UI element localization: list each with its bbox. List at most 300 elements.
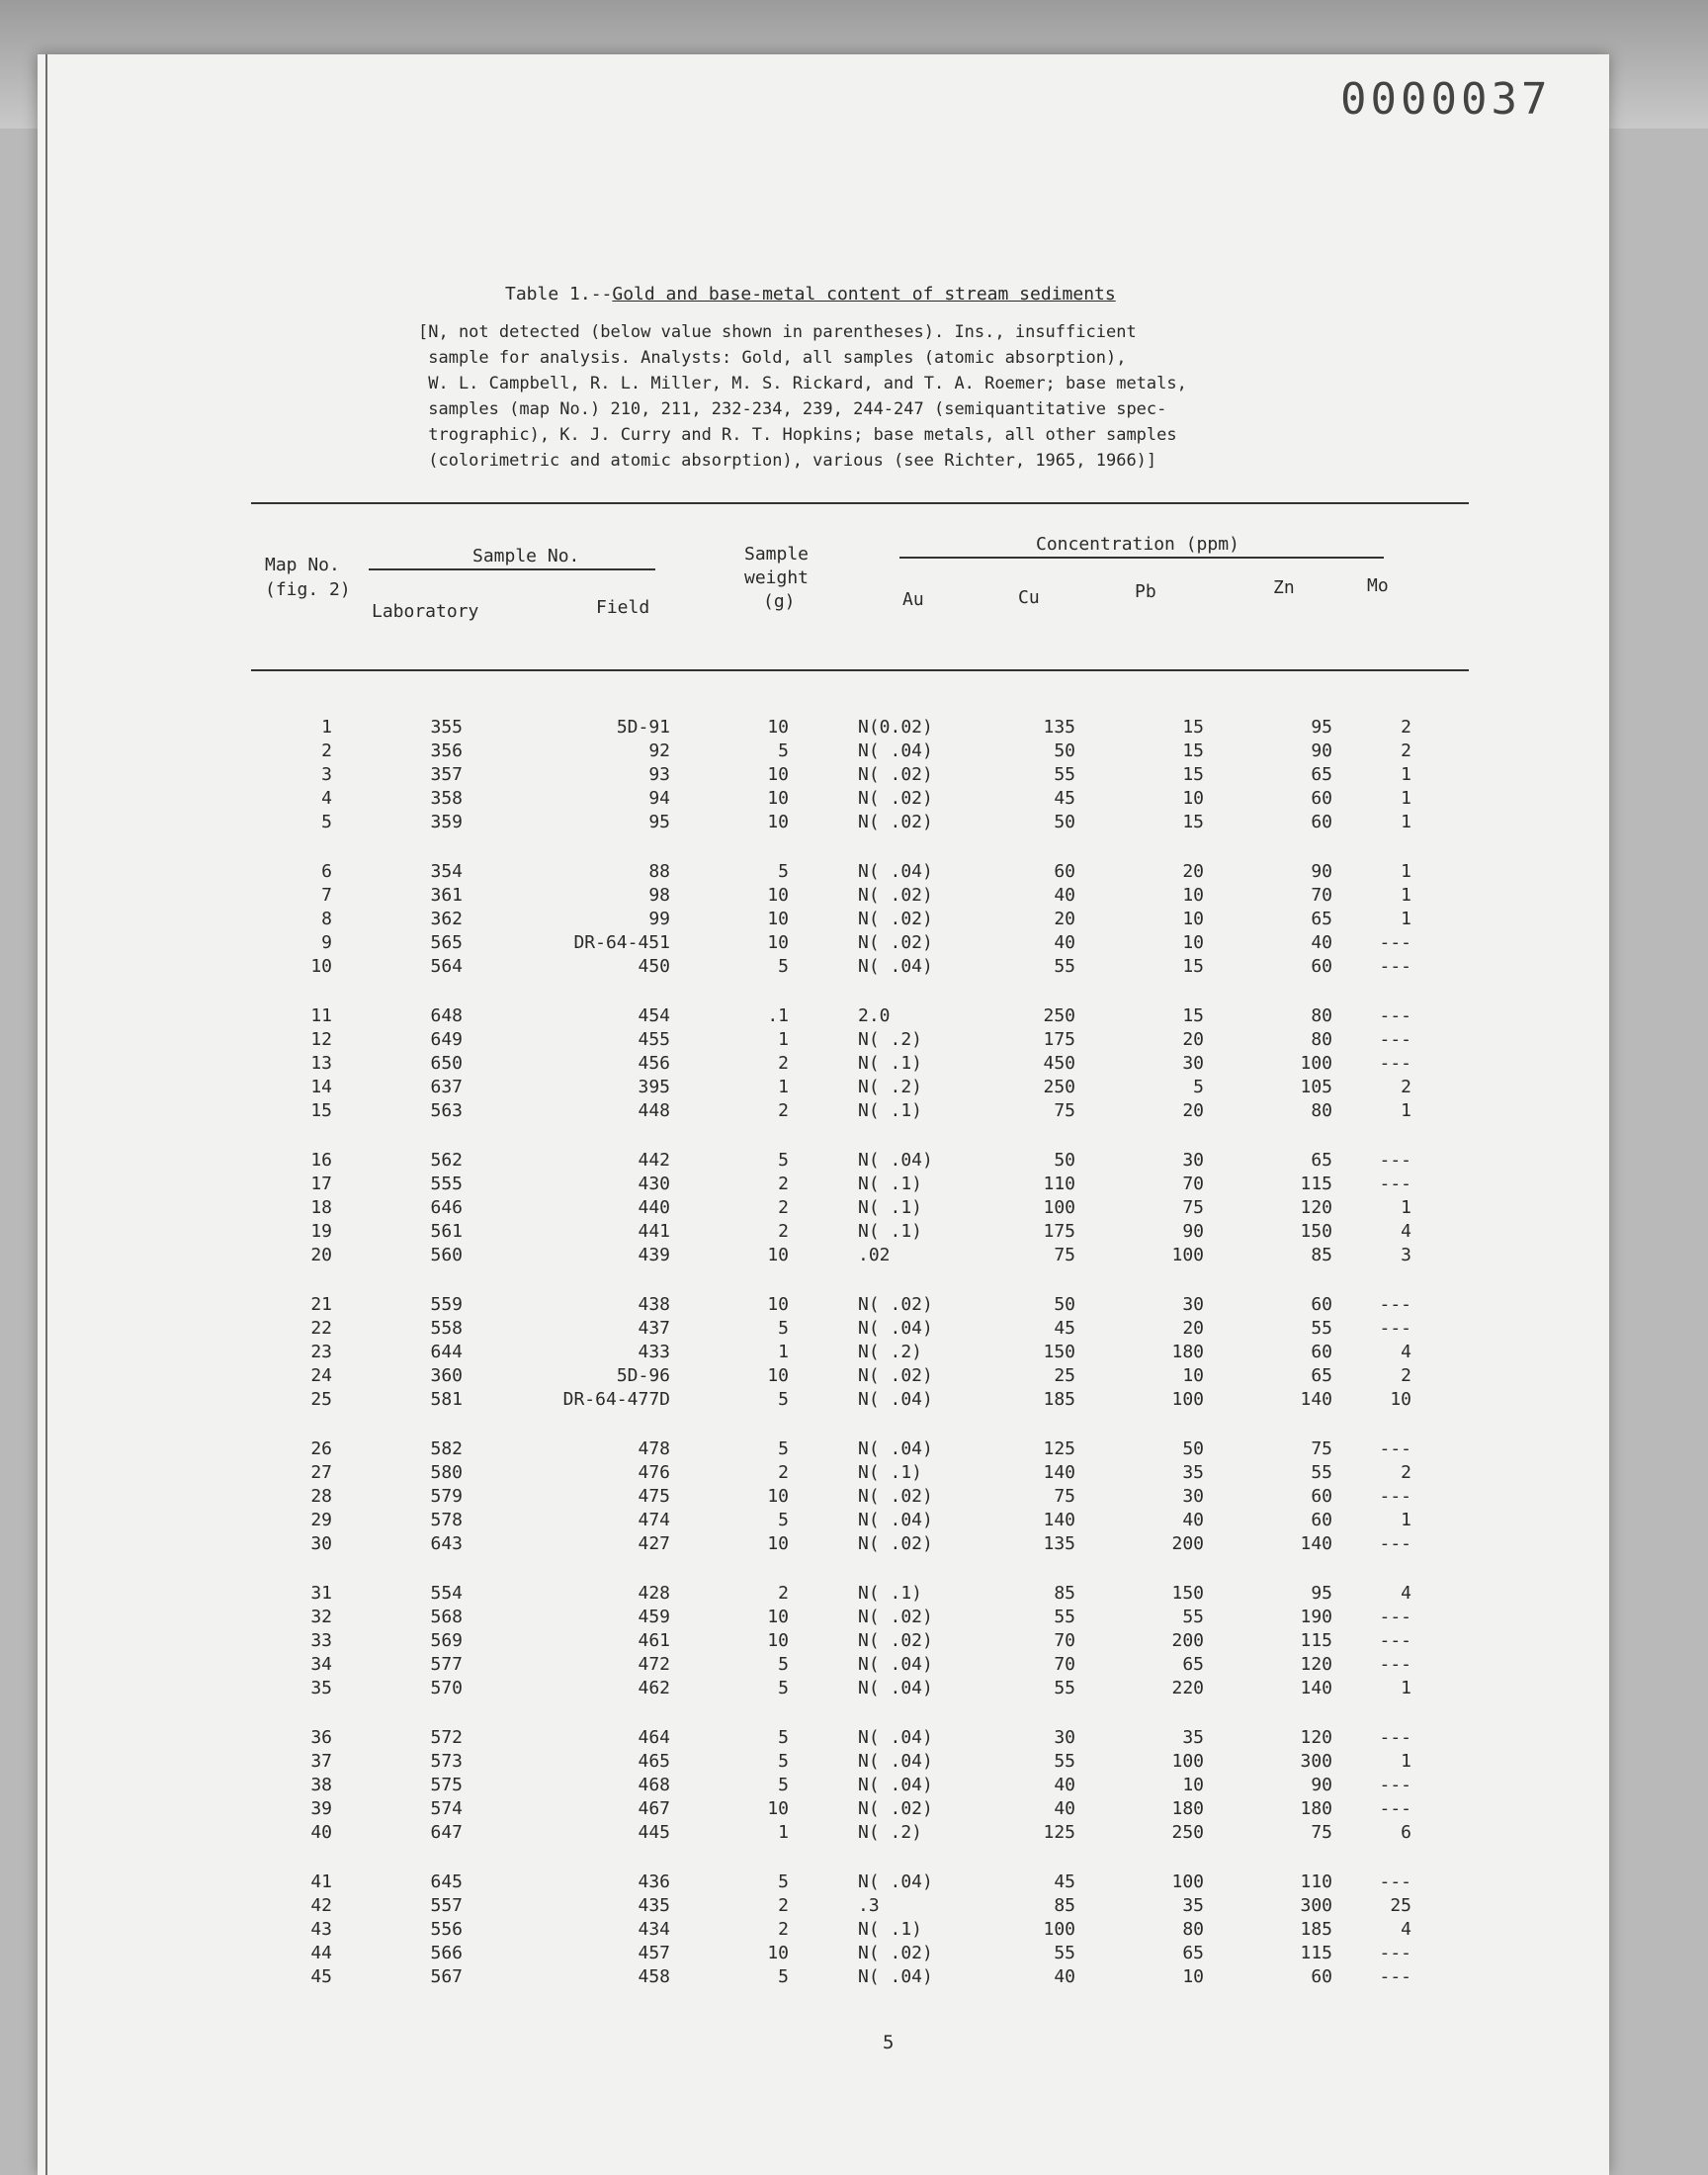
au-cell: N( .04) <box>858 1150 933 1171</box>
map-no-cell: 32 <box>310 1607 332 1627</box>
laboratory-cell: 650 <box>430 1053 463 1074</box>
table-row <box>38 1486 1609 1510</box>
map-no-cell: 25 <box>310 1389 332 1410</box>
field-cell: 456 <box>638 1053 670 1074</box>
cu-cell: 75 <box>1054 1486 1075 1507</box>
weight-cell: 2 <box>778 1462 789 1483</box>
map-no-cell: 9 <box>321 932 332 953</box>
zn-cell: 90 <box>1311 861 1332 882</box>
header-field: Field <box>596 597 650 618</box>
weight-cell: 2 <box>778 1221 789 1242</box>
weight-cell: 5 <box>778 1438 789 1459</box>
map-no-cell: 30 <box>310 1533 332 1554</box>
table-row <box>38 740 1609 764</box>
cu-cell: 100 <box>1043 1919 1075 1940</box>
cu-cell: 125 <box>1043 1822 1075 1843</box>
field-cell: 455 <box>638 1029 670 1050</box>
pb-cell: 10 <box>1182 1365 1204 1386</box>
field-cell: 465 <box>638 1751 670 1772</box>
weight-cell: 5 <box>778 1654 789 1675</box>
zn-cell: 65 <box>1311 764 1332 785</box>
row-group <box>38 861 1609 980</box>
pb-cell: 30 <box>1182 1150 1204 1171</box>
table-row <box>38 1100 1609 1124</box>
cu-cell: 175 <box>1043 1029 1075 1050</box>
field-cell: 450 <box>638 956 670 977</box>
weight-cell: 10 <box>767 812 789 832</box>
laboratory-cell: 558 <box>430 1318 463 1339</box>
field-cell: 92 <box>648 740 670 761</box>
au-cell: N( .04) <box>858 1438 933 1459</box>
weight-cell: 10 <box>767 1486 789 1507</box>
laboratory-cell: 357 <box>430 764 463 785</box>
zn-cell: 120 <box>1300 1727 1332 1748</box>
weight-cell: 5 <box>778 861 789 882</box>
laboratory-cell: 647 <box>430 1822 463 1843</box>
pb-cell: 80 <box>1182 1919 1204 1940</box>
table-row <box>38 788 1609 812</box>
pb-cell: 65 <box>1182 1943 1204 1963</box>
weight-cell: 2 <box>778 1197 789 1218</box>
concentration-rule <box>899 557 1384 559</box>
laboratory-cell: 574 <box>430 1798 463 1819</box>
map-no-cell: 39 <box>310 1798 332 1819</box>
table-row <box>38 1342 1609 1365</box>
laboratory-cell: 569 <box>430 1630 463 1651</box>
pb-cell: 15 <box>1182 1005 1204 1026</box>
pb-cell: 30 <box>1182 1294 1204 1315</box>
row-group <box>38 1150 1609 1268</box>
table-row <box>38 1005 1609 1029</box>
au-cell: N( .04) <box>858 861 933 882</box>
header-mo: Mo <box>1367 575 1389 596</box>
field-cell: 437 <box>638 1318 670 1339</box>
laboratory-cell: 564 <box>430 956 463 977</box>
row-group <box>38 717 1609 835</box>
laboratory-cell: 560 <box>430 1245 463 1265</box>
pb-cell: 55 <box>1182 1607 1204 1627</box>
header-sample-no: Sample No. <box>472 546 580 566</box>
weight-cell: 5 <box>778 1510 789 1530</box>
field-cell: 5D-91 <box>616 717 670 738</box>
weight-cell: .1 <box>767 1005 789 1026</box>
au-cell: N( .04) <box>858 1751 933 1772</box>
cu-cell: 45 <box>1054 1871 1075 1892</box>
pb-cell: 180 <box>1171 1798 1204 1819</box>
field-cell: 442 <box>638 1150 670 1171</box>
table-row <box>38 1197 1609 1221</box>
zn-cell: 60 <box>1311 1510 1332 1530</box>
laboratory-cell: 580 <box>430 1462 463 1483</box>
zn-cell: 60 <box>1311 788 1332 809</box>
weight-cell: 2 <box>778 1100 789 1121</box>
row-group <box>38 1438 1609 1557</box>
mo-cell: --- <box>1379 1775 1411 1795</box>
laboratory-cell: 582 <box>430 1438 463 1459</box>
weight-cell: 5 <box>778 956 789 977</box>
zn-cell: 120 <box>1300 1197 1332 1218</box>
table-row <box>38 1174 1609 1197</box>
zn-cell: 140 <box>1300 1678 1332 1698</box>
cu-cell: 55 <box>1054 956 1075 977</box>
table-headnote: [N, not detected (below value shown in parentheses). Ins., insufficient sample for analysis. Analysts: Gold, all samples (atomic absorption), W. L. Campbell, R. L. Miller, M. S. Rickard, and T. A. Roemer; base metals, samples (map No.) 210, 211, 232-234, 239, 244-247 (semiquantitative spec- trographic), K. J. Curry and R. T. Hopkins; base metals, all other samples (colorimetric and atomic absorption), various (see Richter, 1965, 1966)] <box>418 322 1187 471</box>
zn-cell: 300 <box>1300 1895 1332 1916</box>
mo-cell: 2 <box>1401 1365 1411 1386</box>
au-cell: N( .02) <box>858 1798 933 1819</box>
au-cell: N( .02) <box>858 1533 933 1554</box>
weight-cell: 10 <box>767 1943 789 1963</box>
field-cell: 457 <box>638 1943 670 1963</box>
pb-cell: 200 <box>1171 1533 1204 1554</box>
field-cell: 472 <box>638 1654 670 1675</box>
map-no-cell: 27 <box>310 1462 332 1483</box>
cu-cell: 185 <box>1043 1389 1075 1410</box>
zn-cell: 105 <box>1300 1077 1332 1097</box>
header-zn: Zn <box>1273 577 1295 598</box>
au-cell: N( .2) <box>858 1029 923 1050</box>
pb-cell: 10 <box>1182 885 1204 906</box>
map-no-cell: 41 <box>310 1871 332 1892</box>
laboratory-cell: 646 <box>430 1197 463 1218</box>
laboratory-cell: 649 <box>430 1029 463 1050</box>
zn-cell: 150 <box>1300 1221 1332 1242</box>
zn-cell: 60 <box>1311 1294 1332 1315</box>
field-cell: 434 <box>638 1919 670 1940</box>
table-row <box>38 717 1609 740</box>
weight-cell: 10 <box>767 885 789 906</box>
zn-cell: 95 <box>1311 1583 1332 1604</box>
au-cell: N( .04) <box>858 1318 933 1339</box>
zn-cell: 120 <box>1300 1654 1332 1675</box>
field-cell: 94 <box>648 788 670 809</box>
map-no-cell: 20 <box>310 1245 332 1265</box>
au-cell: N( .02) <box>858 1294 933 1315</box>
laboratory-cell: 563 <box>430 1100 463 1121</box>
row-group <box>38 1871 1609 1990</box>
map-no-cell: 2 <box>321 740 332 761</box>
map-no-cell: 43 <box>310 1919 332 1940</box>
laboratory-cell: 354 <box>430 861 463 882</box>
weight-cell: 2 <box>778 1583 789 1604</box>
map-no-cell: 14 <box>310 1077 332 1097</box>
weight-cell: 5 <box>778 1966 789 1987</box>
laboratory-cell: 556 <box>430 1919 463 1940</box>
pb-cell: 150 <box>1171 1583 1204 1604</box>
mo-cell: --- <box>1379 1029 1411 1050</box>
weight-cell: 1 <box>778 1822 789 1843</box>
field-cell: 95 <box>648 812 670 832</box>
row-group <box>38 1005 1609 1124</box>
laboratory-cell: 562 <box>430 1150 463 1171</box>
pb-cell: 250 <box>1171 1822 1204 1843</box>
field-cell: 459 <box>638 1607 670 1627</box>
laboratory-cell: 581 <box>430 1389 463 1410</box>
pb-cell: 15 <box>1182 764 1204 785</box>
table-row <box>38 1607 1609 1630</box>
pb-cell: 75 <box>1182 1197 1204 1218</box>
au-cell: N( .1) <box>858 1919 923 1940</box>
map-no-cell: 7 <box>321 885 332 906</box>
laboratory-cell: 572 <box>430 1727 463 1748</box>
au-cell: N( .04) <box>858 1966 933 1987</box>
laboratory-cell: 579 <box>430 1486 463 1507</box>
table-row <box>38 1053 1609 1077</box>
pb-cell: 10 <box>1182 909 1204 929</box>
au-cell: 2.0 <box>858 1005 891 1026</box>
table-row <box>38 885 1609 909</box>
field-cell: 476 <box>638 1462 670 1483</box>
mo-cell: --- <box>1379 1630 1411 1651</box>
map-no-cell: 42 <box>310 1895 332 1916</box>
pb-cell: 20 <box>1182 1100 1204 1121</box>
au-cell: N( .2) <box>858 1822 923 1843</box>
zn-cell: 75 <box>1311 1438 1332 1459</box>
field-cell: 440 <box>638 1197 670 1218</box>
table-row <box>38 1678 1609 1701</box>
cu-cell: 55 <box>1054 764 1075 785</box>
table-row <box>38 1943 1609 1966</box>
header-sample: Sample <box>744 544 810 565</box>
cu-cell: 50 <box>1054 1150 1075 1171</box>
header-cu: Cu <box>1018 587 1040 608</box>
table-row <box>38 1919 1609 1943</box>
mo-cell: --- <box>1379 1005 1411 1026</box>
cu-cell: 450 <box>1043 1053 1075 1074</box>
header-pb: Pb <box>1135 581 1156 602</box>
header-fig: (fig. 2) <box>265 579 351 600</box>
pb-cell: 15 <box>1182 812 1204 832</box>
laboratory-cell: 567 <box>430 1966 463 1987</box>
cu-cell: 45 <box>1054 788 1075 809</box>
field-cell: 445 <box>638 1822 670 1843</box>
mo-cell: 1 <box>1401 1510 1411 1530</box>
map-no-cell: 11 <box>310 1005 332 1026</box>
zn-cell: 65 <box>1311 1365 1332 1386</box>
pb-cell: 30 <box>1182 1486 1204 1507</box>
weight-cell: 10 <box>767 1294 789 1315</box>
field-cell: 478 <box>638 1438 670 1459</box>
pb-cell: 220 <box>1171 1678 1204 1698</box>
map-no-cell: 18 <box>310 1197 332 1218</box>
cu-cell: 55 <box>1054 1607 1075 1627</box>
pb-cell: 200 <box>1171 1630 1204 1651</box>
au-cell: N( .02) <box>858 1607 933 1627</box>
zn-cell: 110 <box>1300 1871 1332 1892</box>
field-cell: 441 <box>638 1221 670 1242</box>
cu-cell: 40 <box>1054 1966 1075 1987</box>
map-no-cell: 1 <box>321 717 332 738</box>
mo-cell: 10 <box>1390 1389 1411 1410</box>
au-cell: N( .04) <box>858 740 933 761</box>
au-cell: N( .04) <box>858 1510 933 1530</box>
field-cell: 395 <box>638 1077 670 1097</box>
map-no-cell: 12 <box>310 1029 332 1050</box>
mo-cell: 2 <box>1401 717 1411 738</box>
zn-cell: 70 <box>1311 885 1332 906</box>
mo-cell: 4 <box>1401 1221 1411 1242</box>
au-cell: N( .1) <box>858 1221 923 1242</box>
weight-cell: 10 <box>767 1798 789 1819</box>
zn-cell: 115 <box>1300 1943 1332 1963</box>
cu-cell: 140 <box>1043 1510 1075 1530</box>
cu-cell: 30 <box>1054 1727 1075 1748</box>
header-map-no: Map No. <box>265 555 340 575</box>
laboratory-cell: 557 <box>430 1895 463 1916</box>
weight-cell: 5 <box>778 1775 789 1795</box>
pb-cell: 35 <box>1182 1727 1204 1748</box>
pb-cell: 20 <box>1182 1029 1204 1050</box>
laboratory-cell: 554 <box>430 1583 463 1604</box>
pb-cell: 40 <box>1182 1510 1204 1530</box>
cu-cell: 60 <box>1054 861 1075 882</box>
weight-cell: 2 <box>778 1919 789 1940</box>
header-g: (g) <box>763 591 796 612</box>
zn-cell: 185 <box>1300 1919 1332 1940</box>
laboratory-cell: 355 <box>430 717 463 738</box>
au-cell: N( .02) <box>858 885 933 906</box>
laboratory-cell: 559 <box>430 1294 463 1315</box>
table-row <box>38 956 1609 980</box>
au-cell: N( .02) <box>858 1630 933 1651</box>
weight-cell: 5 <box>778 1727 789 1748</box>
header-laboratory: Laboratory <box>372 601 479 622</box>
map-no-cell: 29 <box>310 1510 332 1530</box>
laboratory-cell: 637 <box>430 1077 463 1097</box>
table-top-rule <box>251 502 1469 504</box>
cu-cell: 50 <box>1054 812 1075 832</box>
mo-cell: --- <box>1379 1174 1411 1194</box>
laboratory-cell: 565 <box>430 932 463 953</box>
field-cell: 454 <box>638 1005 670 1026</box>
weight-cell: 5 <box>778 1871 789 1892</box>
mo-cell: --- <box>1379 1943 1411 1963</box>
field-cell: 436 <box>638 1871 670 1892</box>
laboratory-cell: 644 <box>430 1342 463 1362</box>
au-cell: N( .2) <box>858 1077 923 1097</box>
table-row <box>38 764 1609 788</box>
cu-cell: 40 <box>1054 932 1075 953</box>
map-no-cell: 24 <box>310 1365 332 1386</box>
au-cell: N( .02) <box>858 1365 933 1386</box>
pb-cell: 15 <box>1182 956 1204 977</box>
table-row <box>38 1798 1609 1822</box>
table-row <box>38 1365 1609 1389</box>
map-no-cell: 23 <box>310 1342 332 1362</box>
field-cell: 439 <box>638 1245 670 1265</box>
au-cell: N( .02) <box>858 932 933 953</box>
header-concentration: Concentration (ppm) <box>1036 534 1239 555</box>
au-cell: N(0.02) <box>858 717 933 738</box>
map-no-cell: 44 <box>310 1943 332 1963</box>
table-row <box>38 1533 1609 1557</box>
weight-cell: 10 <box>767 932 789 953</box>
weight-cell: 10 <box>767 1245 789 1265</box>
map-no-cell: 4 <box>321 788 332 809</box>
table-row <box>38 1245 1609 1268</box>
cu-cell: 125 <box>1043 1438 1075 1459</box>
field-cell: 430 <box>638 1174 670 1194</box>
table-row <box>38 1221 1609 1245</box>
pb-cell: 100 <box>1171 1751 1204 1772</box>
table-row <box>38 1966 1609 1990</box>
weight-cell: 10 <box>767 1533 789 1554</box>
table-row <box>38 1583 1609 1607</box>
cu-cell: 175 <box>1043 1221 1075 1242</box>
table-title-main: Gold and base-metal content of stream sediments <box>612 284 1116 304</box>
zn-cell: 300 <box>1300 1751 1332 1772</box>
mo-cell: 25 <box>1390 1895 1411 1916</box>
au-cell: N( .02) <box>858 1486 933 1507</box>
au-cell: N( .02) <box>858 1943 933 1963</box>
zn-cell: 80 <box>1311 1100 1332 1121</box>
mo-cell: --- <box>1379 1533 1411 1554</box>
au-cell: N( .1) <box>858 1100 923 1121</box>
cu-cell: 50 <box>1054 1294 1075 1315</box>
weight-cell: 2 <box>778 1174 789 1194</box>
pb-cell: 50 <box>1182 1438 1204 1459</box>
pb-cell: 5 <box>1193 1077 1204 1097</box>
zn-cell: 60 <box>1311 956 1332 977</box>
au-cell: N( .04) <box>858 1775 933 1795</box>
cu-cell: 50 <box>1054 740 1075 761</box>
table-row <box>38 1727 1609 1751</box>
au-cell: N( .04) <box>858 956 933 977</box>
weight-cell: 1 <box>778 1029 789 1050</box>
pb-cell: 180 <box>1171 1342 1204 1362</box>
laboratory-cell: 360 <box>430 1365 463 1386</box>
zn-cell: 180 <box>1300 1798 1332 1819</box>
mo-cell: --- <box>1379 1294 1411 1315</box>
table-row <box>38 1822 1609 1846</box>
map-no-cell: 13 <box>310 1053 332 1074</box>
field-cell: 433 <box>638 1342 670 1362</box>
zn-cell: 80 <box>1311 1005 1332 1026</box>
map-no-cell: 34 <box>310 1654 332 1675</box>
pb-cell: 15 <box>1182 740 1204 761</box>
laboratory-cell: 573 <box>430 1751 463 1772</box>
zn-cell: 115 <box>1300 1174 1332 1194</box>
laboratory-cell: 643 <box>430 1533 463 1554</box>
map-no-cell: 35 <box>310 1678 332 1698</box>
cu-cell: 75 <box>1054 1100 1075 1121</box>
field-cell: 88 <box>648 861 670 882</box>
field-cell: 461 <box>638 1630 670 1651</box>
row-group <box>38 1727 1609 1846</box>
cu-cell: 150 <box>1043 1342 1075 1362</box>
mo-cell: 1 <box>1401 1678 1411 1698</box>
table-row <box>38 1462 1609 1486</box>
header-weight: weight <box>744 567 810 588</box>
zn-cell: 95 <box>1311 717 1332 738</box>
field-cell: 435 <box>638 1895 670 1916</box>
mo-cell: 1 <box>1401 812 1411 832</box>
weight-cell: 10 <box>767 1365 789 1386</box>
zn-cell: 60 <box>1311 1966 1332 1987</box>
field-cell: DR-64-477D <box>562 1389 670 1410</box>
map-no-cell: 28 <box>310 1486 332 1507</box>
cu-cell: 85 <box>1054 1583 1075 1604</box>
mo-cell: 2 <box>1401 1077 1411 1097</box>
weight-cell: 10 <box>767 764 789 785</box>
table-row <box>38 1895 1609 1919</box>
map-no-cell: 17 <box>310 1174 332 1194</box>
zn-cell: 190 <box>1300 1607 1332 1627</box>
weight-cell: 10 <box>767 909 789 929</box>
weight-cell: 2 <box>778 1895 789 1916</box>
laboratory-cell: 570 <box>430 1678 463 1698</box>
laboratory-cell: 358 <box>430 788 463 809</box>
mo-cell: --- <box>1379 1607 1411 1627</box>
